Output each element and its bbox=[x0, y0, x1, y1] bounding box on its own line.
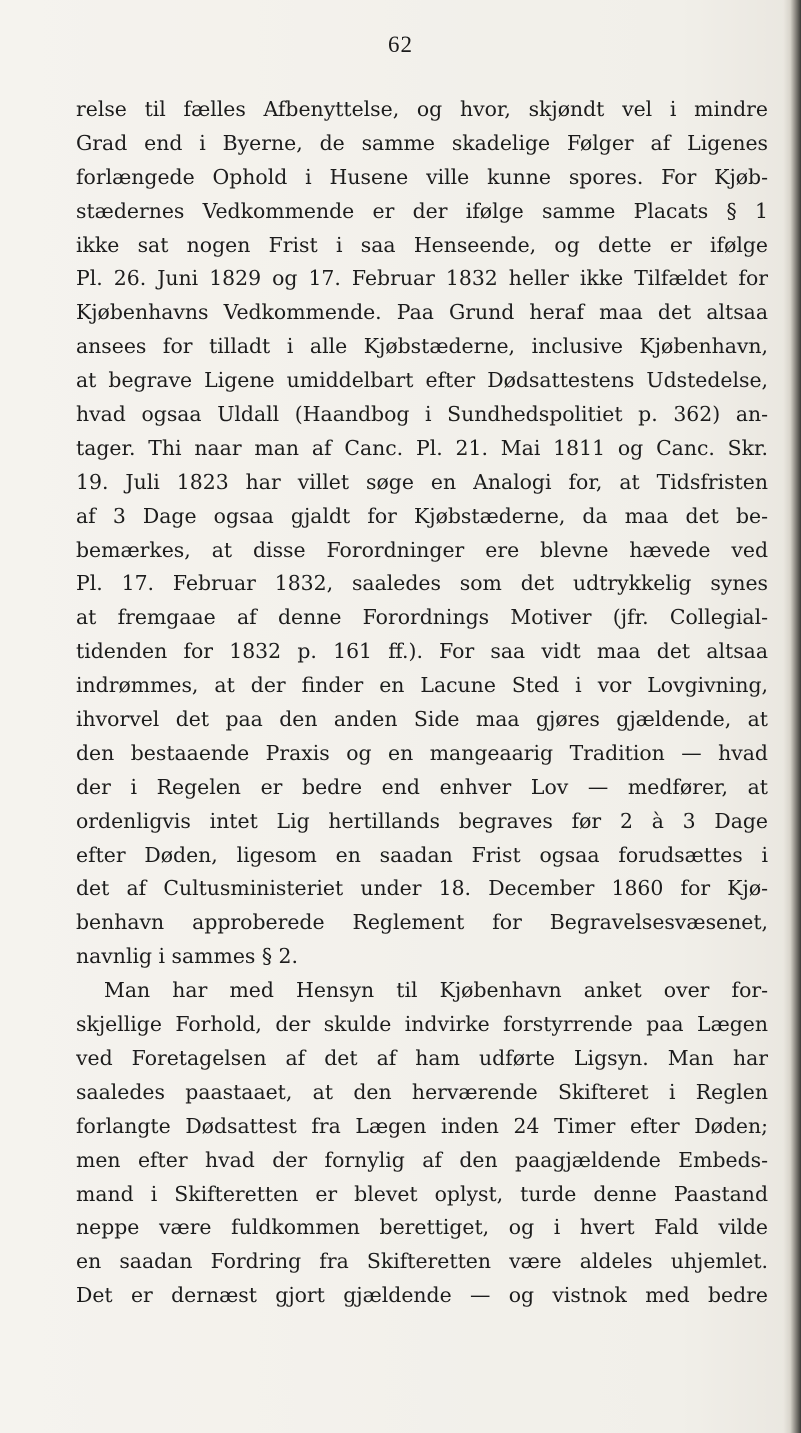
body-text bbox=[76, 93, 768, 1313]
text-line: benhavn approberede Reglement for Begravelsesvæsenet, bbox=[76, 910, 768, 935]
text-line: ikke sat nogen Frist i saa Henseende, og dette er ifølge bbox=[76, 232, 768, 257]
text-line: der i Regelen er bedre end enhver Lov — medfører, at bbox=[76, 774, 768, 799]
text-line: at fremgaae af denne Forordnings Motiver (jfr. Collegial- bbox=[76, 605, 768, 630]
text-line: af 3 Dage ogsaa gjaldt for Kjøbstæderne, da maa det be- bbox=[76, 503, 768, 528]
text-line: den bestaaende Praxis og en mangeaarig Tradition — hvad bbox=[76, 740, 768, 765]
text-line: Det er dernæst gjort gjældende — og vistnok med bedre bbox=[76, 1283, 768, 1308]
text-line: relse til fælles Afbenyttelse, og hvor, skjøndt vel i mindre bbox=[76, 97, 768, 121]
text-line: ved Foretagelsen af det af ham udførte Ligsyn. Man har bbox=[76, 1045, 768, 1070]
text-line: at begrave Ligene umiddelbart efter Dødsattestens Udstedelse, bbox=[76, 368, 768, 393]
text-line: ordenligvis intet Lig hertillands begraves før 2 à 3 Dage bbox=[76, 808, 768, 833]
text-line: Pl. 26. Juni 1829 og 17. Februar 1832 heller ikke Tilfældet for bbox=[76, 266, 768, 291]
text-line: tager. Thi naar man af Canc. Pl. 21. Mai 1811 og Canc. Skr. bbox=[76, 435, 768, 460]
text-line: men efter hvad der fornylig af den paagjældende Embeds- bbox=[76, 1147, 768, 1172]
text-line-paragraph-end: navnlig i sammes § 2. bbox=[76, 944, 298, 969]
text-line: Grad end i Byerne, de samme skadelige Følger af Ligenes bbox=[76, 130, 768, 155]
text-line: ihvorvel det paa den anden Side maa gjøres gjældende, at bbox=[76, 707, 768, 732]
text-line: forlangte Dødsattest fra Lægen inden 24 Timer efter Døden; bbox=[76, 1113, 768, 1138]
text-line: saaledes paastaaet, at den herværende Skifteret i Reglen bbox=[76, 1079, 768, 1104]
text-line: efter Døden, ligesom en saadan Frist ogsaa forudsættes i bbox=[76, 842, 768, 867]
text-line: ansees for tilladt i alle Kjøbstæderne, inclusive Kjøbenhavn, bbox=[76, 334, 768, 359]
text-line: skjellige Forhold, der skulde indvirke forstyrrende paa Lægen bbox=[76, 1012, 768, 1037]
text-line: stædernes Vedkommende er der ifølge samme Placats § 1 bbox=[76, 198, 768, 223]
text-line: hvad ogsaa Uldall (Haandbog i Sundhedspolitiet p. 362) an- bbox=[76, 402, 768, 427]
text-line: bemærkes, at disse Forordninger ere blevne hævede ved bbox=[76, 537, 768, 562]
text-line: forlængede Ophold i Husene ville kunne spores. For Kjøb- bbox=[76, 164, 768, 189]
page-number: 62 bbox=[388, 32, 413, 57]
page-edge-shadow bbox=[783, 0, 801, 1433]
text-line: Pl. 17. Februar 1832, saaledes som det udtrykkelig synes bbox=[76, 571, 768, 596]
text-line-paragraph-start: Man har med Hensyn til Kjøbenhavn anket over for- bbox=[104, 978, 768, 1003]
text-line: en saadan Fordring fra Skifteretten være aldeles uhjemlet. bbox=[76, 1249, 768, 1274]
text-line: tidenden for 1832 p. 161 ff.). For saa vidt maa det altsaa bbox=[76, 639, 768, 664]
text-line: 19. Juli 1823 har villet søge en Analogi for, at Tidsfristen bbox=[76, 469, 768, 494]
text-line: mand i Skifteretten er blevet oplyst, turde denne Paastand bbox=[76, 1181, 768, 1206]
text-line: neppe være fuldkommen berettiget, og i hvert Fald vilde bbox=[76, 1215, 768, 1240]
text-line: indrømmes, at der finder en Lacune Sted i vor Lovgivning, bbox=[76, 673, 768, 698]
text-line: det af Cultusministeriet under 18. December 1860 for Kjø- bbox=[76, 876, 768, 901]
text-line: Kjøbenhavns Vedkommende. Paa Grund heraf maa det altsaa bbox=[76, 300, 768, 325]
